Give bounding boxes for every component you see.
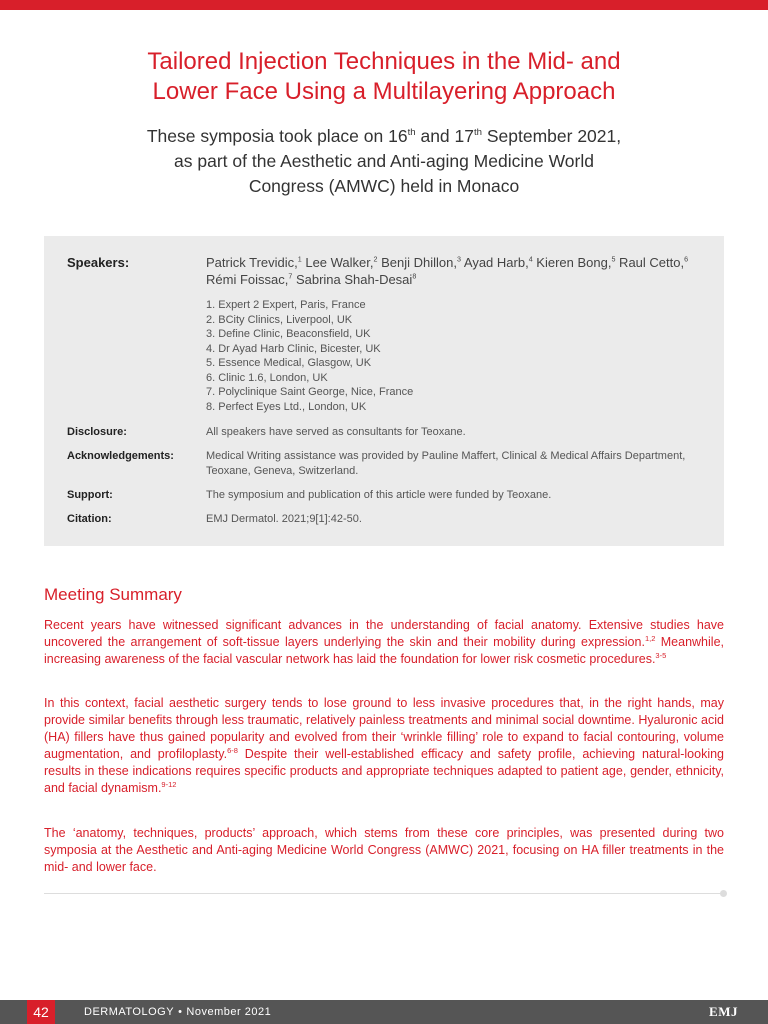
summary-paragraph-1 (44, 617, 724, 668)
speaker-affiliation-ref: 1 (297, 255, 302, 264)
citation-label: Citation: (67, 513, 112, 525)
disclosure-text: All speakers have served as consultants for Teoxane. (206, 426, 466, 438)
footer-journal-info (84, 1000, 271, 1024)
acknowledgements-label: Acknowledgements: (67, 450, 174, 462)
summary-paragraph-3: The ‘anatomy, techniques, products’ approach, which stems from these core principles, was presented during two symposia at the Aesthetic and Anti-aging Medicine World Congress (AMWC) 2021, focusing on HA filler treatments in the mid- and lower face. (44, 826, 724, 874)
subtitle-text: These symposia took place on 16 (146, 126, 408, 146)
article-title (40, 47, 728, 107)
page-number: 42 (27, 1000, 55, 1024)
summary-paragraph-2 (44, 695, 724, 797)
affiliation-item: 3. Define Clinic, Beaconsfield, UK (206, 328, 371, 340)
footer-section: DERMATOLOGY (84, 1006, 175, 1018)
paragraph-text: Meanwhile, increasing awareness of the facial vascular network has laid the foundation for lower risk cosmetic procedures. (44, 635, 724, 666)
subtitle-text: September 2021, (482, 126, 622, 146)
subtitle-sup: th (473, 127, 482, 139)
article-info-box (44, 236, 724, 546)
support-text: The symposium and publication of this article were funded by Teoxane. (206, 489, 552, 501)
speakers-label: Speakers: (67, 255, 130, 270)
page-footer (0, 1000, 768, 1024)
support-label: Support: (67, 489, 113, 501)
acknowledgements-text: Medical Writing assistance was provided by Pauline Maffert, Clinical & Medical Affairs Department, Teoxane, Geneva, Switzerland. (206, 450, 686, 477)
speaker-name: Raul Cetto, (615, 255, 685, 270)
paragraph-text: Despite their well-established efficacy and safety profile, achieving natural-looking results in these indications requires specific products and appropriate techniques adapted to patient age, gender, ethnicity, and facial dynamism. (44, 747, 724, 795)
citation-ref: 3-5 (655, 650, 667, 660)
affiliation-item: 7. Polyclinique Saint George, Nice, France (206, 386, 414, 398)
speaker-affiliation-ref: 7 (288, 272, 293, 281)
affiliation-item: 6. Clinic 1.6, London, UK (206, 371, 328, 384)
speaker-name: Lee Walker, (301, 255, 374, 270)
speaker-affiliation-ref: 8 (412, 272, 417, 281)
speakers-list (206, 254, 706, 288)
speaker-affiliation-ref: 2 (373, 255, 378, 264)
subtitle-line-3: Congress (AMWC) held in Monaco (248, 176, 520, 196)
top-accent-bar (0, 0, 768, 10)
affiliation-item: 2. BCity Clinics, Liverpool, UK (206, 313, 353, 326)
disclosure-label: Disclosure: (67, 426, 127, 438)
speaker-name: Rémi Foissac, (206, 272, 289, 287)
paragraph-text: Recent years have witnessed significant advances in the understanding of facial anatomy. Extensive studies have uncovered the arrangement of soft-tissue layers underlying the skin and their mobility during expression. (44, 618, 724, 649)
speaker-name: Patrick Trevidic, (206, 255, 298, 270)
speaker-name: Ayad Harb, (460, 255, 529, 270)
speaker-name: Benji Dhillon, (377, 255, 457, 270)
subtitle-sup: th (407, 127, 416, 139)
citation-ref: 6-8 (227, 745, 238, 755)
speaker-affiliation-ref: 4 (528, 255, 533, 264)
speaker-affiliation-ref: 6 (684, 255, 689, 264)
affiliation-item: 8. Perfect Eyes Ltd., London, UK (206, 400, 367, 413)
affiliation-item: 1. Expert 2 Expert, Paris, France (206, 299, 366, 311)
title-line-2: Lower Face Using a Multilayering Approach (152, 78, 616, 105)
subtitle-line-1 (40, 124, 728, 149)
section-heading: Meeting Summary (44, 585, 182, 604)
speaker-name: Kieren Bong, (532, 255, 612, 270)
subtitle-line-2: as part of the Aesthetic and Anti-aging Medicine World (174, 151, 594, 171)
title-line-1: Tailored Injection Techniques in the Mid- and (147, 48, 621, 75)
citation-ref: 1,2 (644, 633, 656, 643)
speaker-name: Sabrina Shah-Desai (292, 272, 413, 287)
footer-separator: • (178, 1006, 183, 1018)
section-divider (44, 893, 724, 894)
affiliation-item: 4. Dr Ayad Harb Clinic, Bicester, UK (206, 342, 381, 355)
speaker-affiliation-ref: 5 (611, 255, 616, 264)
affiliations-list (206, 298, 413, 414)
article-subtitle (40, 124, 728, 199)
speaker-affiliation-ref: 3 (457, 255, 461, 264)
affiliation-item: 5. Essence Medical, Glasgow, UK (206, 357, 372, 369)
citation-text: EMJ Dermatol. 2021;9[1]:42-50. (206, 513, 362, 525)
footer-date: November 2021 (186, 1006, 272, 1018)
paragraph-text: In this context, facial aesthetic surgery tends to lose ground to less invasive procedures that, in the right hands, may provide similar benefits through less traumatic, relatively painless treatments and minimal social downtime. Hyaluronic acid (HA) fillers have thus gained popularity and evolved from their ‘wrinkle filling’ role to expand to facial contouring, volume augmentation, and profiloplasty. (44, 696, 724, 761)
divider-end-dot (720, 890, 727, 897)
journal-logo: EMJ (709, 1004, 738, 1019)
subtitle-text: and 17 (415, 126, 474, 146)
citation-ref: 9-12 (161, 779, 177, 789)
